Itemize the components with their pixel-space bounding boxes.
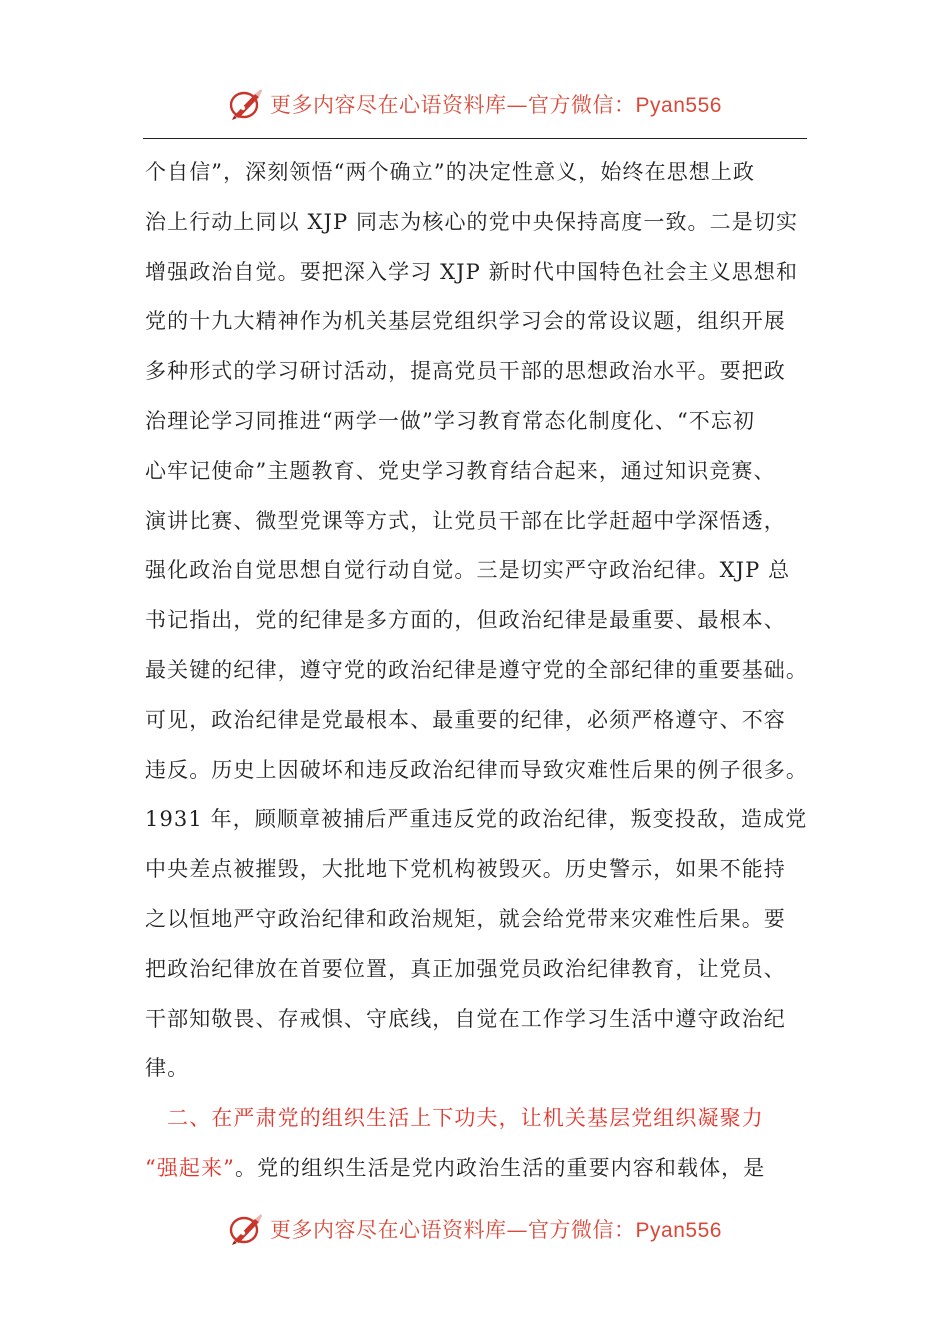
section-text: 。党的组织生活是党内政治生活的重要内容和载体，是 [234,1155,766,1180]
text-line: 多种形式的学习研讨活动，提高党员干部的思想政治水平。要把政 [145,359,786,384]
text-line: 增强政治自觉。要把深入学习 XJP 新时代中国特色社会主义思想和 [145,259,799,284]
text-line: 中央差点被摧毁，大批地下党机构被毁灭。历史警示，如果不能持 [145,857,786,882]
header-divider [143,138,807,139]
text-line: 治上行动上同以 XJP 同志为核心的党中央保持高度一致。二是切实 [145,209,799,234]
text-line: 之以恒地严守政治纪律和政治规矩，就会给党带来灾难性后果。要 [145,906,786,931]
header-banner [0,84,950,124]
text-line: 律。 [145,1056,190,1081]
section-heading: 二、在严肃党的组织生活上下功夫，让机关基层党组织凝聚力 [145,1106,764,1131]
footer-banner-text [270,1214,722,1244]
section-heading-emphasis: “强起来” [145,1155,235,1180]
header-wechat-id: Pyan556 [635,94,722,117]
header-banner-label: 更多内容尽在心语资料库—官方微信： [270,93,636,117]
text-line: 强化政治自觉思想自觉行动自觉。三是切实严守政治纪律。XJP 总 [145,558,791,583]
text-line: 书记指出，党的纪律是多方面的，但政治纪律是最重要、最根本、 [145,608,786,633]
footer-banner [0,1209,950,1249]
footer-banner-label: 更多内容尽在心语资料库—官方微信： [270,1218,636,1242]
header-banner-text [270,89,722,119]
text-line: 演讲比赛、微型党课等方式，让党员干部在比学赶超中学深悟透， [145,508,786,533]
section-heading-continuation [145,1144,810,1194]
footer-wechat-id: Pyan556 [635,1219,722,1242]
pen-logo-icon [228,86,264,122]
text-line: 干部知敬畏、存戒惧、守底线，自觉在工作学习生活中遵守政治纪 [145,1006,786,1031]
pen-logo-icon [228,1211,264,1247]
text-line: 违反。历史上因破坏和违反政治纪律而导致灾难性后果的例子很多。 [145,757,808,782]
text-line: 可见，政治纪律是党最根本、最重要的纪律，必须严格遵守、不容 [145,707,786,732]
text-line: 治理论学习同推进“两学一做”学习教育常态化制度化、“不忘初 [145,408,756,433]
text-line: 最关键的纪律，遵守党的政治纪律是遵守党的全部纪律的重要基础。 [145,657,808,682]
text-line: 把政治纪律放在首要位置，真正加强党员政治纪律教育，让党员、 [145,956,786,981]
text-line: 个自信”，深刻领悟“两个确立”的决定性意义，始终在思想上政 [145,160,756,184]
text-line: 党的十九大精神作为机关基层党组织学习会的常设议题，组织开展 [145,309,786,334]
text-line: 1931 年，顾顺章被捕后严重违反党的政治纪律，叛变投敌，造成党 [145,807,808,832]
text-line: 心牢记使命”主题教育、党史学习教育结合起来，通过知识竞赛、 [145,458,776,483]
document-body [145,148,810,1194]
